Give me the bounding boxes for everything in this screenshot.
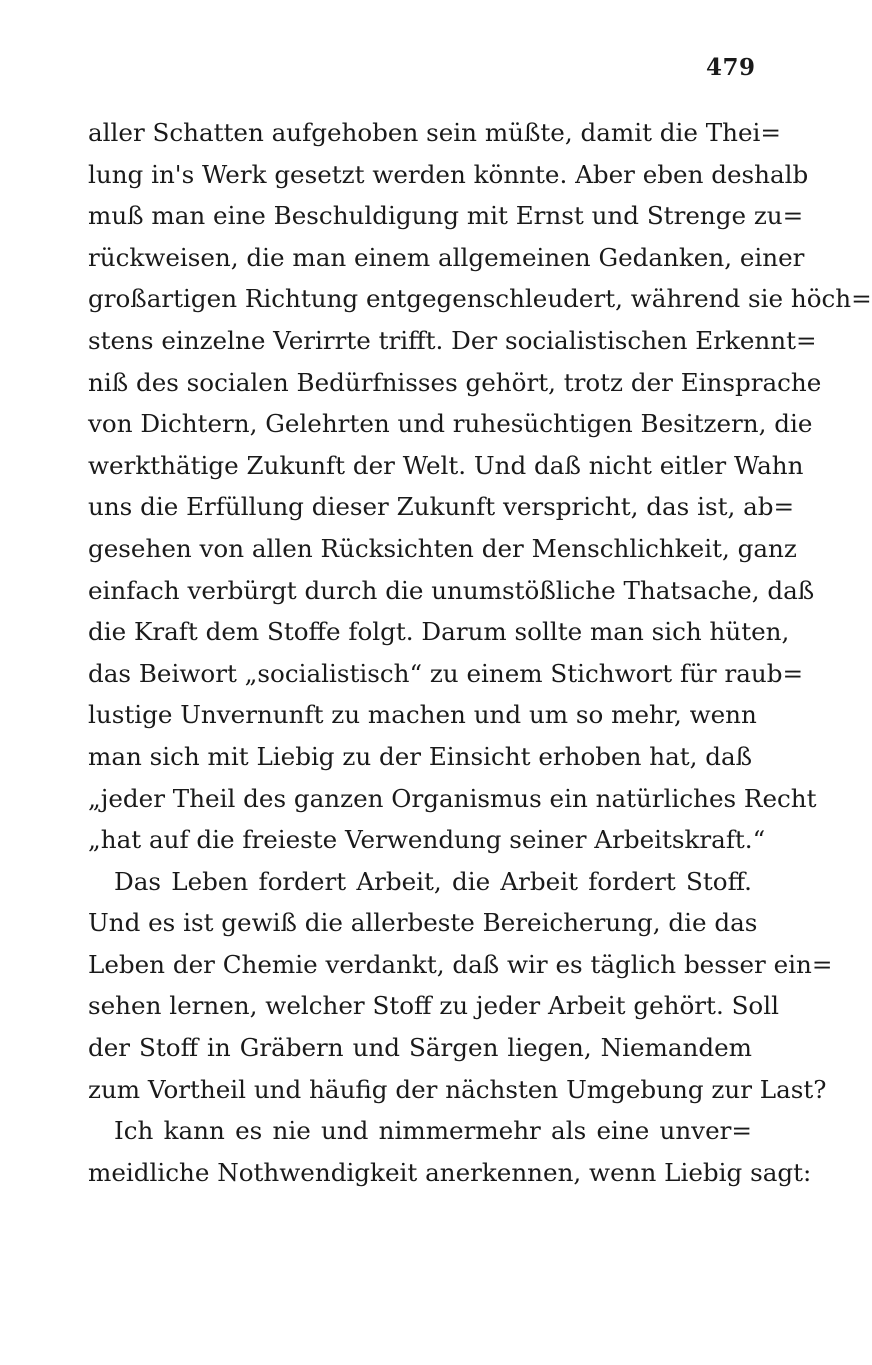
text-line: von Dichtern, Gelehrten und ruhesüchtigen Besitzern, die [88,409,813,439]
text-line: das Beiwort „socialistisch“ zu einem Stichwort für raub= [88,658,804,688]
text-line: werkthätige Zukunft der Welt. Und daß nicht eitler Wahn [88,450,804,480]
text-line: einfach verbürgt durch die unumstößliche Thatsache, daß [88,575,815,605]
body-text [88,112,872,1193]
text-line: gesehen von allen Rücksichten der Menschlichkeit, ganz [88,533,797,563]
text-line: zum Vortheil und häufig der nächsten Umgebung zur Last? [88,1074,827,1104]
text-line: lustige Unvernunft zu machen und um so mehr, wenn [88,700,757,730]
text-line: Das Leben fordert Arbeit, die Arbeit fordert Stoff. [114,866,752,896]
text-line: „hat auf die freieste Verwendung seiner Arbeitskraft.“ [88,825,766,855]
text-line: großartigen Richtung entgegenschleudert, während sie höch= [88,284,872,314]
text-line: aller Schatten aufgehoben sein müßte, damit die Thei= [88,118,782,147]
text-line: sehen lernen, welcher Stoff zu jeder Arbeit gehört. Soll [88,991,779,1021]
page-number: 479 [706,54,756,81]
text-line: der Stoff in Gräbern und Särgen liegen, Niemandem [88,1033,752,1063]
text-line: man sich mit Liebig zu der Einsicht erhoben hat, daß [88,741,753,771]
text-line: lung in's Werk gesetzt werden könnte. Aber eben deshalb [88,159,809,189]
text-line: meidliche Nothwendigkeit anerkennen, wenn Liebig sagt: [88,1157,812,1187]
text-line: uns die Erfüllung dieser Zukunft verspricht, das ist, ab= [88,492,795,522]
text-line: „jeder Theil des ganzen Organismus ein natürliches Recht [88,783,817,813]
text-line: muß man eine Beschuldigung mit Ernst und Strenge zu= [88,201,804,231]
text-line: die Kraft dem Stoffe folgt. Darum sollte man sich hüten, [88,617,790,647]
text-line: stens einzelne Verirrte trifft. Der socialistischen Erkennt= [88,325,817,355]
text-line: Ich kann es nie und nimmermehr als eine unver= [114,1116,752,1146]
text-line: niß des socialen Bedürfnisses gehört, trotz der Einsprache [88,367,822,397]
text-line: Leben der Chemie verdankt, daß wir es täglich besser ein= [88,949,833,979]
text-line: rückweisen, die man einem allgemeinen Gedanken, einer [88,242,805,272]
text-line: Und es ist gewiß die allerbeste Bereicherung, die das [88,908,758,938]
